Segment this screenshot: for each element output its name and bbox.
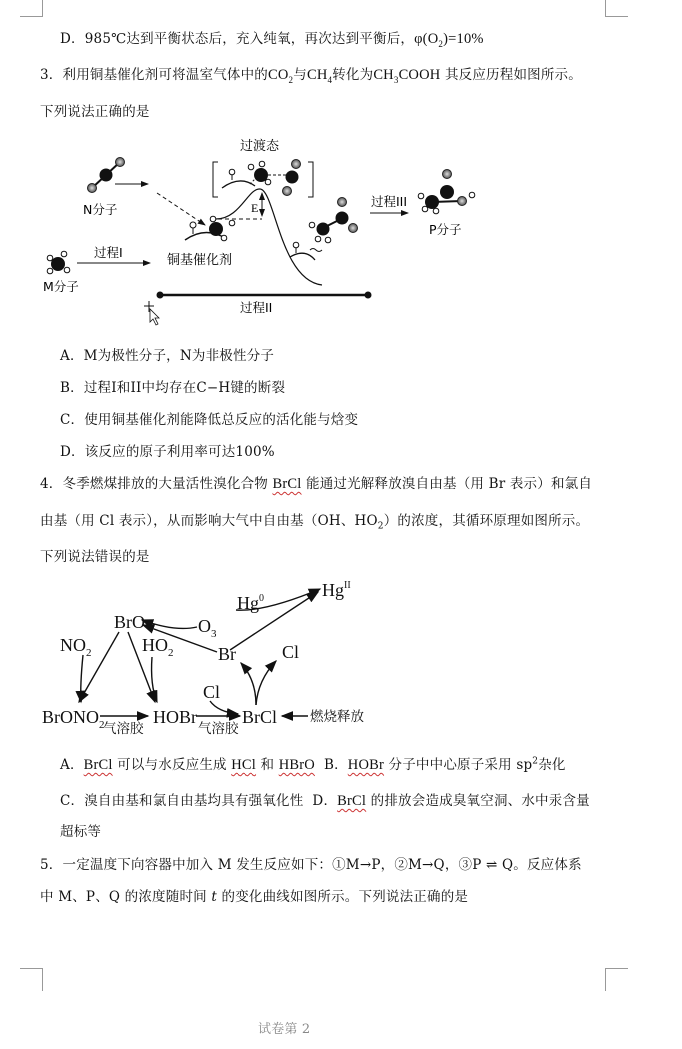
transition-state-label: 过渡态	[240, 139, 280, 154]
phi-o2: $\varphi(O_2)=10\%$	[414, 31, 484, 49]
q3-option-d: D．该反应的原子利用率可达100%	[60, 444, 275, 460]
process2-label: 过程II	[240, 300, 273, 315]
hg2-label: $Hg^{II}$	[322, 580, 351, 600]
hobr-label: HOBr	[153, 707, 197, 727]
br-label: Br	[218, 644, 236, 664]
q4-cycle-diagram	[0, 560, 682, 760]
aerosol-label-2: 气溶胶	[198, 721, 239, 736]
arrow-cl-brcl	[210, 701, 238, 714]
energy-label: E	[251, 201, 259, 215]
p-molecule-icon	[418, 170, 475, 214]
bracket-right	[308, 162, 313, 197]
brono2-label: BrONO$_2$	[42, 707, 105, 731]
q4-option-d-cont: 超标等	[60, 824, 102, 840]
process1-label: 过程I	[94, 245, 123, 260]
page-footer: 试卷第 2	[258, 1022, 311, 1037]
q4-prompt: 下列说法错误的是	[40, 549, 150, 565]
q3-option-a: A．M为极性分子，N为非极性分子	[60, 348, 275, 364]
intermediate-molecule-icon	[309, 198, 357, 243]
arrow-brcl-br	[241, 663, 256, 705]
q3-prompt: 下列说法正确的是	[40, 104, 150, 120]
q5-stem-line1: 5．一定温度下向容器中加入 M 发生反应如下：①M→P，②M→Q，③P ⇌ Q。反应体系	[40, 857, 582, 873]
adsorbed-methyl-icon	[209, 216, 235, 241]
q3-option-c: C．使用铜基催化剂能降低总反应的活化能与焓变	[60, 412, 359, 428]
option-label: D．	[60, 31, 85, 47]
hg0-label: Hg$^0$	[237, 593, 264, 613]
q3-reaction-diagram	[0, 0, 682, 340]
arrow-brcl-cl	[256, 661, 276, 705]
q4-options-cd: C．溴自由基和氯自由基均具有强氧化性 D．BrCl 的排放会造成臭氧空洞、水中汞含量	[60, 793, 590, 809]
m-molecule-icon	[47, 251, 70, 274]
q4-stem-line1: 4．冬季燃煤排放的大量活性溴化合物 BrCl 能通过光解释放溴自由基（用 Br 表示）和氯自	[40, 476, 593, 492]
aerosol-label-1: 气溶胶	[103, 721, 144, 736]
move-cursor-icon	[144, 301, 159, 325]
q4-options-ab: A．BrCl 可以与水反应生成 HCl 和 HBrO B．HOBr 分子中中心原子采用 $sp^2$杂化	[60, 756, 566, 773]
cl-top-label: Cl	[282, 642, 300, 662]
q3-stem: 3．利用铜基催化剂可将温室气体中的$CO_2$与$CH_4$转化为$CH_3COOH$ 其反应历程如图所示。	[40, 67, 582, 85]
q5-stem-line2: 中 M、P、Q 的浓度随时间 t 的变化曲线如图所示。下列说法正确的是	[40, 889, 469, 905]
no2-label: $NO_2$	[60, 635, 92, 659]
n-molecule-icon	[88, 158, 125, 193]
p-molecule-label: P分子	[429, 222, 462, 237]
dashed-arrow	[157, 193, 205, 225]
option-text: 985℃达到平衡状态后，充入纯氧，再次达到平衡后，	[84, 31, 415, 47]
catalyst-label: 铜基催化剂	[167, 253, 233, 268]
corner-mark	[20, 968, 43, 991]
bro-label: BrO	[114, 612, 145, 632]
bracket-left	[213, 162, 218, 197]
energy-curve	[216, 189, 322, 285]
brcl-label: BrCl	[242, 707, 278, 727]
process3-label: 过程III	[371, 194, 408, 209]
q3-option-b: B．过程I和II中均存在C−H键的断裂	[60, 380, 286, 396]
ho2-label: $HO_2$	[142, 635, 174, 659]
o3-label: $O_3$	[198, 616, 217, 640]
m-molecule-label: M分子	[43, 279, 79, 294]
combustion-label: 燃烧释放	[310, 709, 364, 724]
cl-mid-label: Cl	[203, 682, 221, 702]
n-molecule-label: N分子	[83, 202, 118, 217]
corner-mark	[605, 968, 628, 991]
q4-stem-line2: 由基（用 Cl 表示），从而影响大气中自由基（OH、$HO_2$）的浓度，其循环原理如图所示。	[40, 513, 590, 532]
